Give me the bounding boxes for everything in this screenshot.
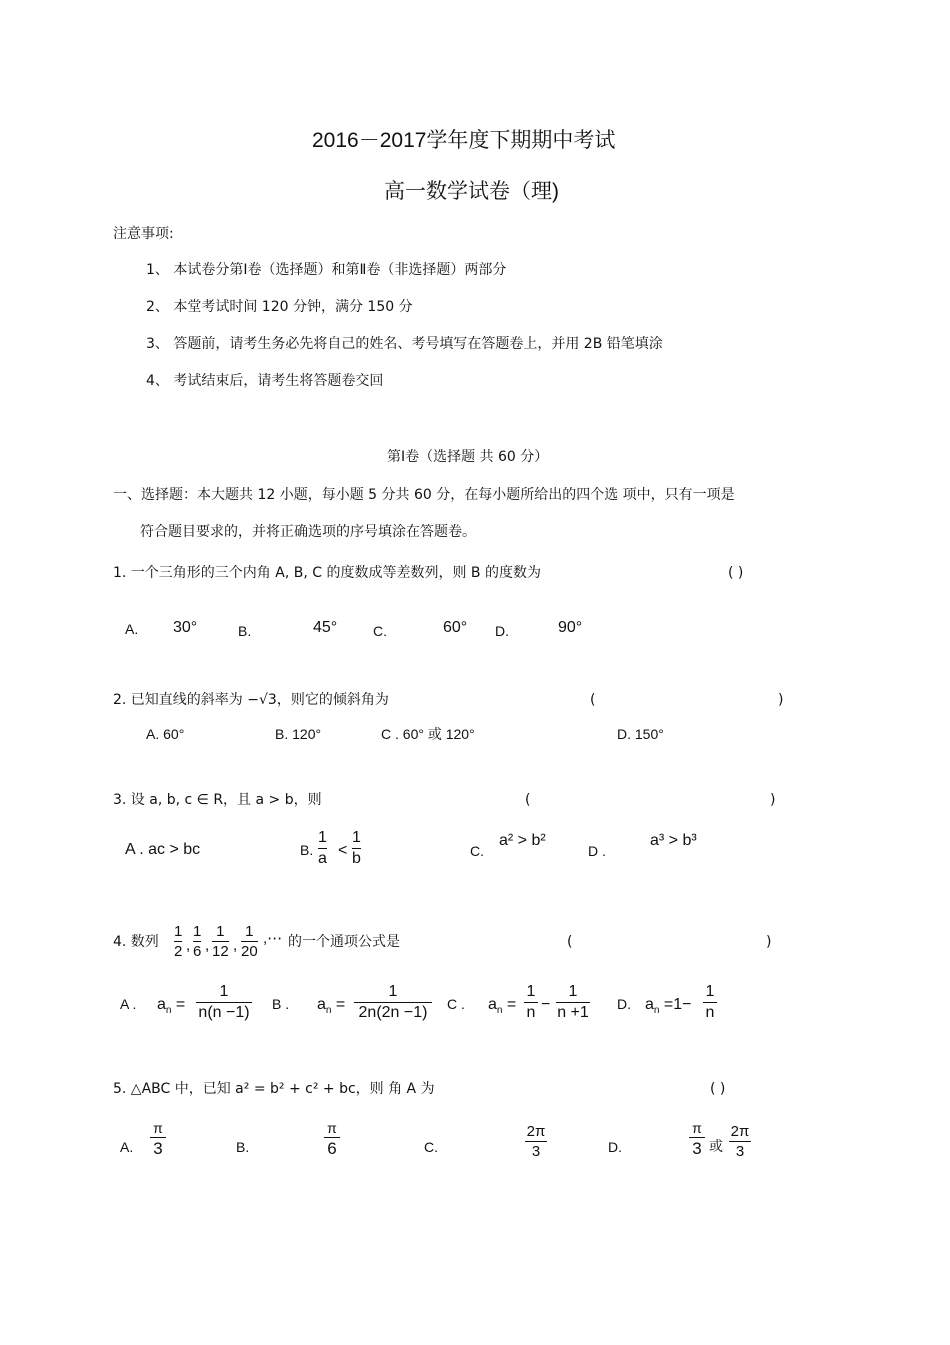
q3-stem: 3. 设 a, b, c ∈ R，且 a > b，则 [113, 792, 322, 808]
q1-option-d: 90° [558, 619, 583, 636]
q2-bracket-open: ( [590, 692, 596, 708]
q4-option-d-lhs: $a_n =1-$ [645, 996, 692, 1016]
q5-option-c-label: C. [424, 1139, 438, 1155]
q3-bracket-close: ) [770, 792, 776, 808]
q4-bracket-open: ( [567, 934, 573, 950]
q4-seq-term-3: 1 12 [212, 923, 229, 960]
q2-stem: 2. 已知直线的斜率为 −√3，则它的倾斜角为 [113, 692, 389, 708]
q3-option-b-frac-1-over-a: 1 a [318, 829, 327, 867]
q4-option-c-lhs: $a_n$ = [488, 996, 517, 1016]
q4-option-b-lhs: $a_n$ = [317, 996, 346, 1016]
q3-option-c-label: C. [470, 843, 484, 859]
q3-option-b-frac-1-over-b: 1 b [352, 829, 361, 867]
q2-option-b: B. 120° [275, 726, 322, 742]
q4-option-b-frac: 1 2n(2n −1) [354, 984, 432, 1021]
q5-option-b-label: B. [236, 1139, 250, 1155]
q5-option-d-frac-1: π 3 [689, 1121, 705, 1157]
q1-option-d-label: D. [495, 623, 509, 639]
q4-bracket-close: ) [766, 934, 772, 950]
q1-option-c-label: C. [373, 623, 387, 639]
q5-stem: 5. △ABC 中，已知 a² = b² + c² + bc，则 角 A 为 [113, 1081, 435, 1097]
q1-option-a-label: A. [125, 621, 139, 637]
q4-seq-term-2: 1 6 [193, 923, 202, 960]
q1-stem: 1. 一个三角形的三个内角 A, B, C 的度数成等差数列，则 B 的度数为 [113, 565, 541, 581]
q3-option-d-label: D . [588, 843, 606, 859]
exam-subtitle: 高一数学试卷（理) [384, 180, 559, 203]
q4-seq-term-1: 1 2 [174, 923, 183, 960]
notice-heading: 注意事项: [113, 226, 174, 242]
q4-option-d-label: D. [617, 996, 631, 1012]
q1-option-a: 30° [173, 619, 198, 636]
q2-option-c: C . 60° 或 120° [381, 726, 475, 742]
q5-answer-bracket: ( ) [710, 1081, 726, 1097]
q4-option-a-frac: 1 n(n −1) [196, 984, 252, 1021]
q5-option-d-frac-2: 2π 3 [730, 1123, 750, 1160]
q5-option-d-or: 或 [709, 1139, 723, 1155]
q1-option-c: 60° [443, 619, 468, 636]
q3-option-d: a³ > b³ [650, 832, 697, 849]
q5-option-c-frac: 2π 3 [526, 1123, 546, 1160]
q4-option-c-label: C . [447, 996, 465, 1012]
part1-intro-line1: 一、选择题：本大题共 12 小题，每小题 5 分共 60 分，在每小题所给出的四个选 项中，只有一项是 [113, 487, 735, 503]
q4-stem-suffix: 的一个通项公式是 [288, 934, 400, 950]
q3-option-a: A . ac > bc [125, 841, 201, 858]
q1-option-b-label: B. [238, 623, 252, 639]
notice-item-1: 1、 本试卷分第Ⅰ卷（选择题）和第Ⅱ卷（非选择题）两部分 [146, 262, 507, 278]
q4-seq-ellipsis: ,⋯ [263, 930, 283, 947]
q2-option-a: A. 60° [146, 726, 185, 742]
q4-seq-comma: , [186, 937, 191, 954]
q4-option-a-label: A . [120, 996, 137, 1012]
q4-seq-comma: , [233, 937, 238, 954]
q4-seq-term-4: 1 20 [241, 923, 258, 960]
part1-title: 第Ⅰ卷（选择题 共 60 分） [387, 449, 549, 465]
q3-option-b-less-than: < [338, 842, 348, 859]
part1-intro-line2: 符合题目要求的，并将正确选项的序号填涂在答题卷。 [140, 524, 476, 540]
q1-option-b: 45° [313, 619, 338, 636]
q4-option-c-frac-2: 1 n +1 [557, 983, 589, 1021]
q5-option-a-frac: π 3 [150, 1121, 166, 1157]
q3-bracket-open: ( [525, 792, 531, 808]
q4-option-b-label: B . [272, 996, 290, 1012]
q2-option-d: D. 150° [617, 726, 664, 742]
q4-option-d-frac: 1 n [703, 984, 717, 1021]
notice-item-3: 3、 答题前，请考生务必先将自己的姓名、考号填写在答题卷上，并用 2B 铅笔填涂 [146, 336, 663, 352]
q4-option-c-frac-1: 1 n [524, 984, 538, 1021]
q4-stem-prefix: 4. 数列 [113, 934, 159, 950]
notice-item-4: 4、 考试结束后，请考生将答题卷交回 [146, 373, 384, 389]
q5-option-a-label: A. [120, 1139, 134, 1155]
q4-seq-comma: , [205, 937, 210, 954]
q5-option-d-label: D. [608, 1139, 622, 1155]
exam-title: 2016－2017学年度下期期中考试 [312, 129, 616, 152]
q3-option-c: a² > b² [499, 832, 546, 849]
notice-item-2: 2、 本堂考试时间 120 分钟，满分 150 分 [146, 299, 413, 315]
q3-option-b-label: B. [300, 842, 314, 858]
q5-option-b-frac: π 6 [324, 1121, 340, 1157]
q1-answer-bracket: ( ) [728, 565, 744, 581]
q2-bracket-close: ) [778, 692, 784, 708]
q4-option-c-minus: − [541, 996, 551, 1013]
q4-option-a-lhs: $a_n$ = [157, 996, 186, 1016]
